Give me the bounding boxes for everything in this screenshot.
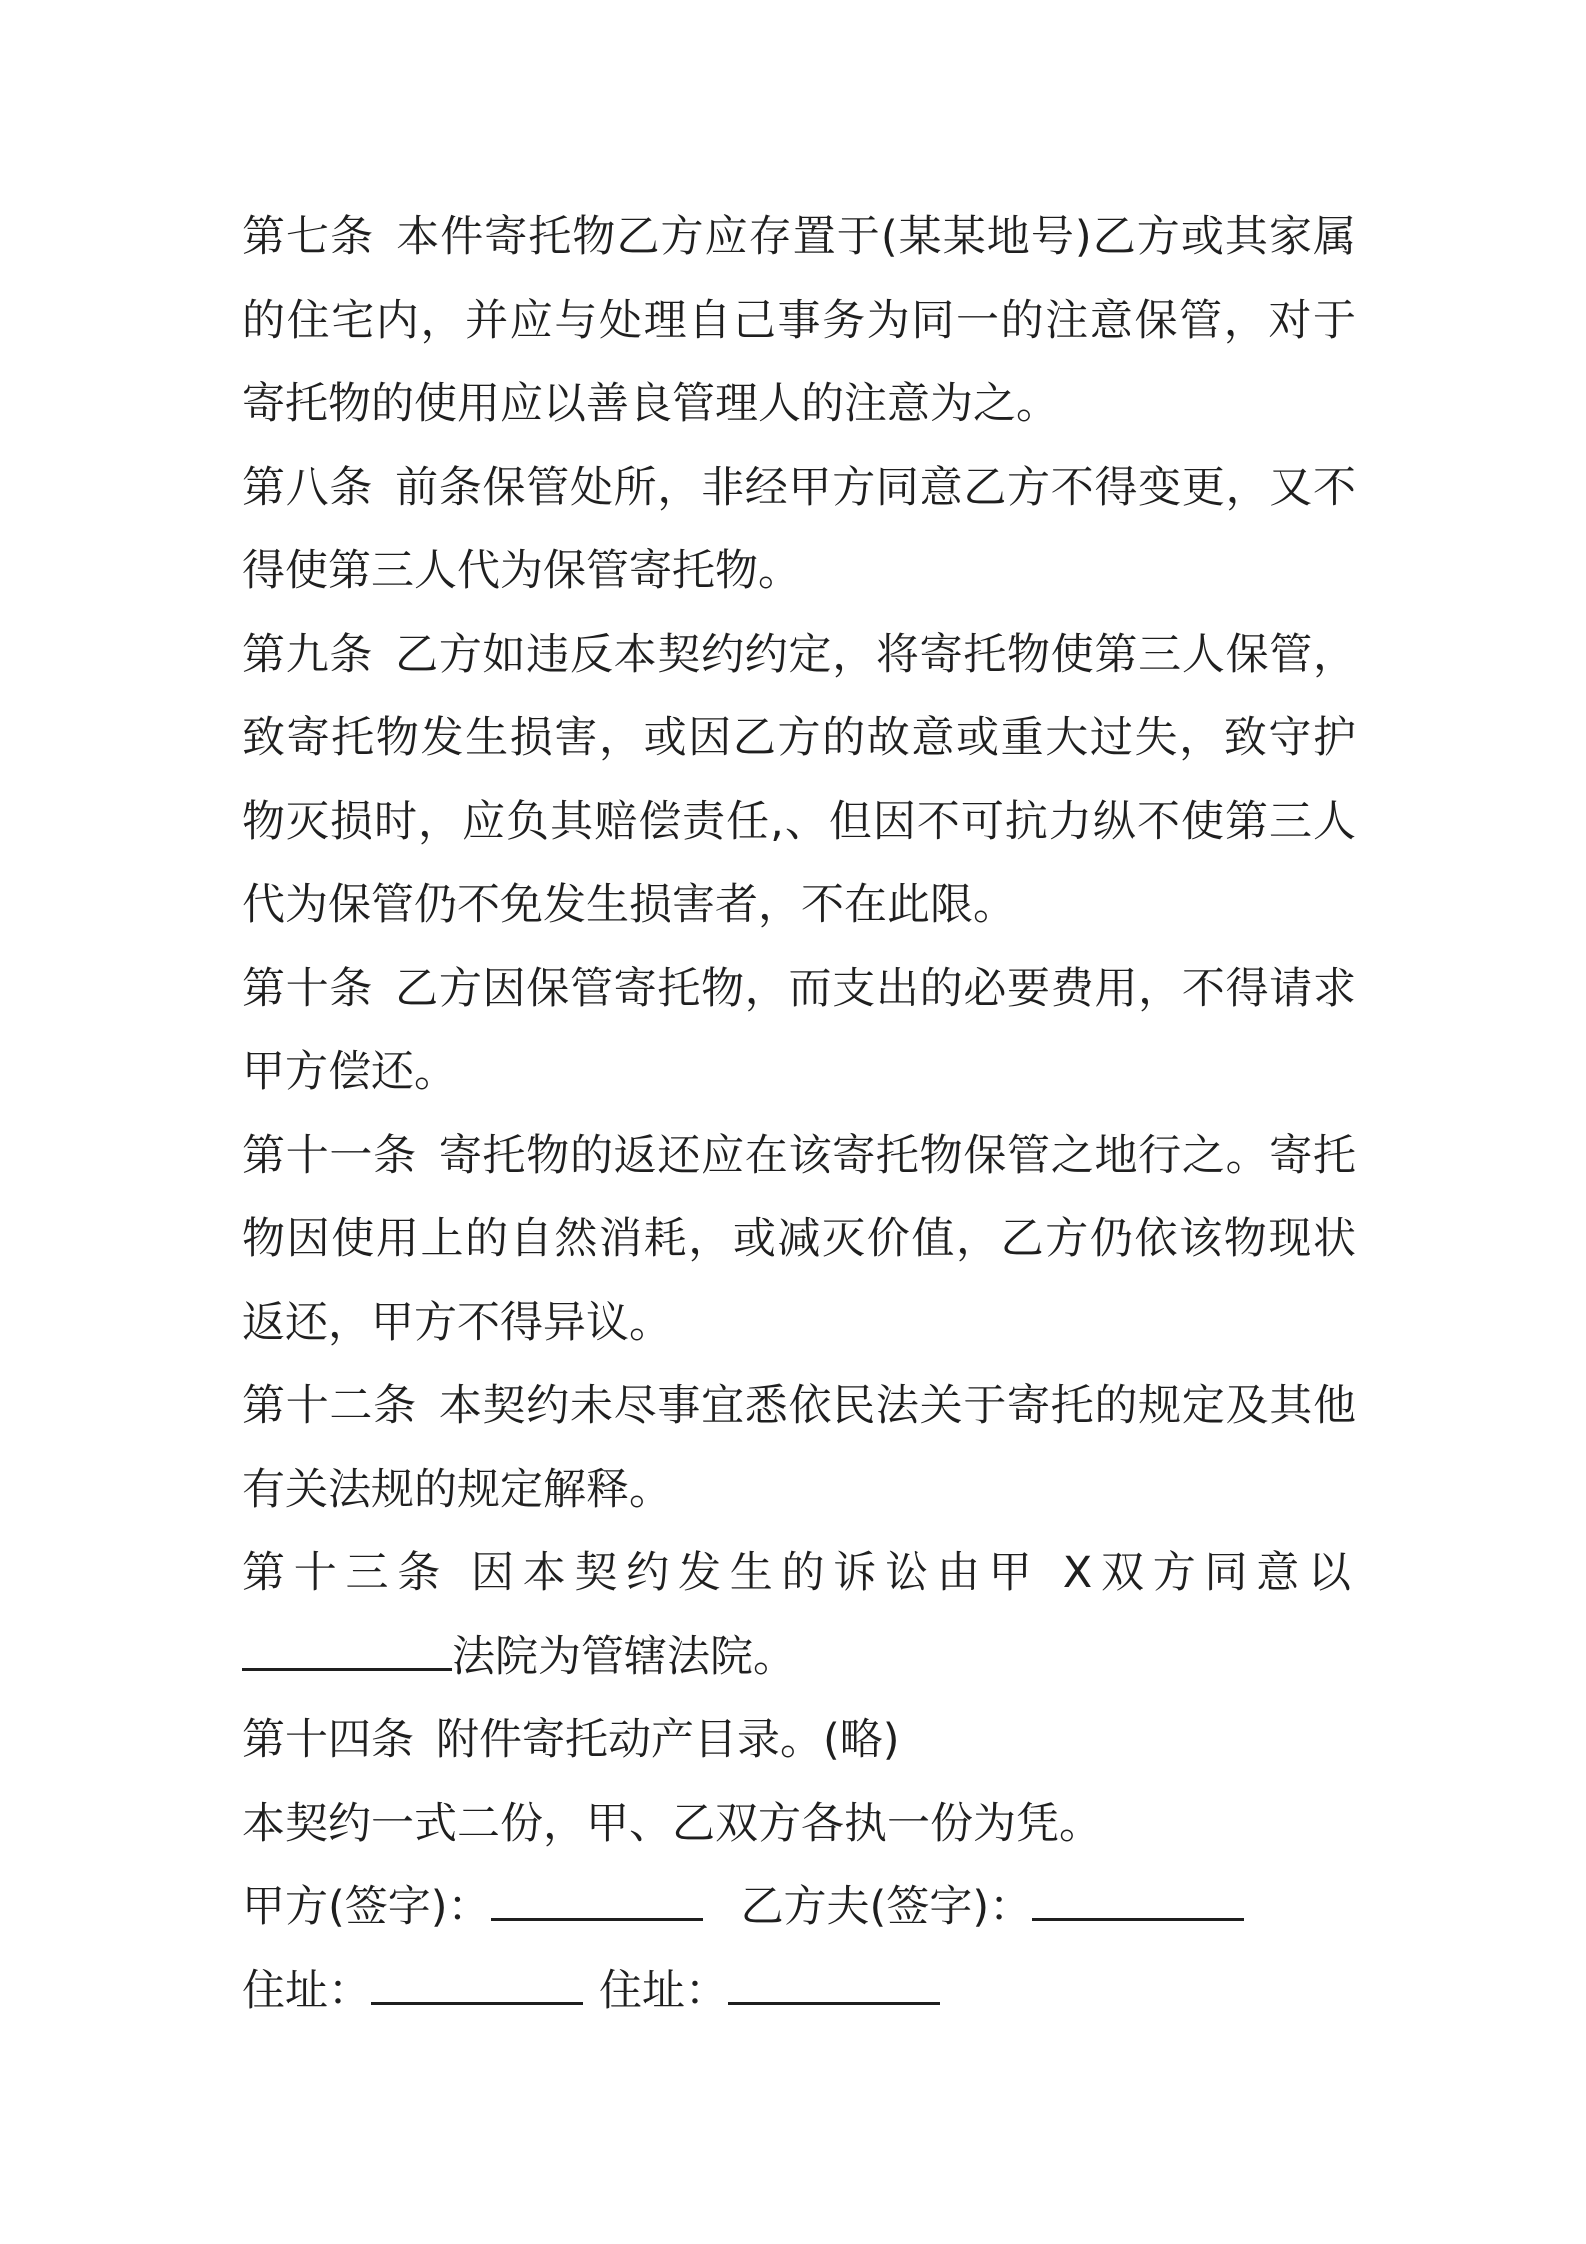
closing-statement: 本契约一式二份，甲、乙双方各执一份为凭。 xyxy=(242,1798,1102,1849)
article-13-line-1 xyxy=(242,1532,1356,1616)
address-row xyxy=(242,1950,1356,2034)
party-b-signature-label: 乙方夫(签字)： xyxy=(740,1882,1033,1932)
article-text-suffix: 法院为管辖法院。 xyxy=(452,1631,796,1682)
article-9 xyxy=(242,614,1356,948)
party-a-signature-label: 甲方(签字)： xyxy=(242,1882,491,1932)
article-text: 乙方如违反本契约约定，将寄托物使第三人保管，致寄托物发生损害，或因乙方的故意或重大过失，致守护物灭损时，应负其赔偿责任,、但因不可抗力纵不使第三人代为保管仍不免发生损害者，不在此限。 xyxy=(242,629,1356,930)
party-a-address-label: 住址： xyxy=(242,1965,371,2016)
party-b-address-label: 住址： xyxy=(599,1965,728,2016)
article-number: 第八条 xyxy=(242,462,374,513)
article-12 xyxy=(242,1365,1356,1532)
article-14 xyxy=(242,1699,1356,1783)
article-13-line-2 xyxy=(242,1616,1356,1700)
signature-row xyxy=(242,1866,1356,1950)
article-number: 第十一条 xyxy=(242,1130,417,1181)
article-text: 乙方因保管寄托物，而支出的必要费用，不得请求甲方偿还。 xyxy=(242,963,1356,1097)
article-text: 附件寄托动产目录。(略) xyxy=(436,1715,900,1765)
party-b-address-blank xyxy=(728,1962,940,2005)
article-10 xyxy=(242,948,1356,1115)
article-text: 寄托物的返还应在该寄托物保管之地行之。寄托物因使用上的自然消耗，或减灭价值，乙方仍依该物现状返还，甲方不得异议。 xyxy=(242,1130,1357,1348)
party-a-signature-blank xyxy=(491,1878,703,1921)
contract-page xyxy=(242,196,1356,2033)
party-a-address-blank xyxy=(371,1962,583,2005)
article-number: 第十二条 xyxy=(242,1381,417,1431)
article-8 xyxy=(242,447,1356,614)
article-number: 第九条 xyxy=(242,629,374,680)
article-text: 前条保管处所，非经甲方同意乙方不得变更，又不得使第三人代为保管寄托物。 xyxy=(242,462,1356,596)
article-number: 第七条 xyxy=(242,212,375,262)
article-11 xyxy=(242,1115,1356,1366)
party-b-signature-blank xyxy=(1032,1878,1244,1921)
article-number: 第十四条 xyxy=(242,1715,414,1765)
article-number: 第十条 xyxy=(242,963,374,1014)
article-text: 本件寄托物乙方应存置于(某某地号)乙方或其家属的住宅内，并应与处理自己事务为同一的注意保管，对于寄托物的使用应以善良管理人的注意为之。 xyxy=(242,212,1357,429)
article-text: 因本契约发生的诉讼由甲 X双方同意以 xyxy=(471,1548,1356,1598)
article-number: 第十三条 xyxy=(242,1548,450,1598)
article-text: 本契约未尽事宜悉依民法关于寄托的规定及其他有关法规的规定解释。 xyxy=(242,1381,1357,1515)
article-7 xyxy=(242,196,1356,447)
court-blank-line xyxy=(242,1628,452,1671)
